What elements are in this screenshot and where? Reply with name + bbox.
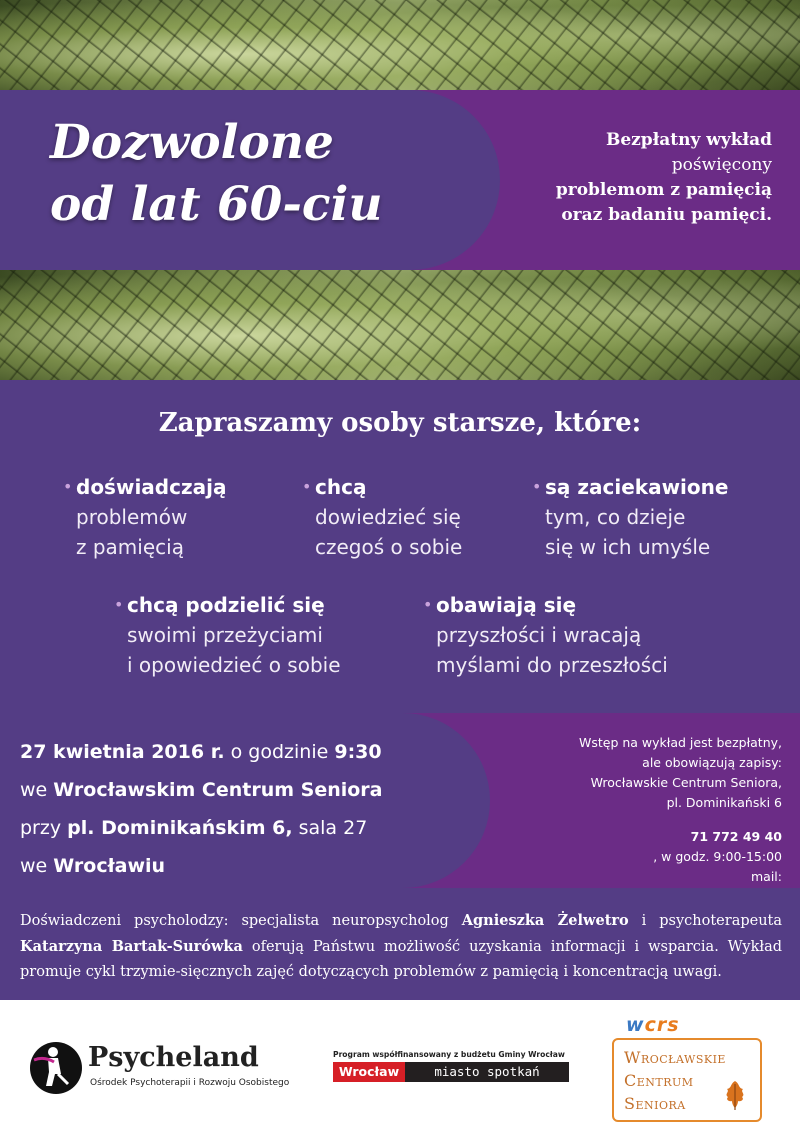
- wcrs-line: Seniora: [624, 1094, 686, 1113]
- event-at-hour: o godzinie: [230, 741, 329, 763]
- bullet-line: się w ich umyśle: [545, 535, 711, 559]
- lecture-info-line: oraz badaniu pamięci.: [561, 205, 772, 225]
- invite-bullet: [302, 472, 463, 562]
- leaf-photo-top: [0, 0, 800, 90]
- bullet-dot-icon: •: [302, 477, 312, 496]
- event-city-row: [20, 847, 480, 885]
- wcrs-line: Centrum: [624, 1071, 694, 1090]
- lecture-info: [492, 128, 772, 228]
- event-address-row: [20, 809, 480, 847]
- oak-leaf-icon: [718, 1078, 752, 1112]
- wcrs-line: Wrocławskie: [624, 1048, 726, 1067]
- invite-section: [0, 380, 800, 713]
- lecture-info-line: Bezpłatny wykład: [605, 130, 772, 150]
- event-at: przy: [20, 817, 62, 839]
- bullet-line: problemów: [76, 505, 188, 529]
- event-room: sala 27: [298, 817, 368, 839]
- bullet-line: tym, co dzieje: [545, 505, 686, 529]
- bullet-dot-icon: •: [63, 477, 73, 496]
- description-text: [20, 908, 782, 985]
- wcrs-logo: [612, 1014, 762, 1124]
- bullet-line: myślami do przeszłości: [436, 653, 668, 677]
- lecture-info-line: problemom z pamięcią: [555, 180, 772, 200]
- program-text: Program współfinansowany z budżetu Gminy Wrocław: [333, 1050, 565, 1059]
- bullet-heading: doświadczają: [76, 475, 227, 499]
- psycheland-figure-icon: [28, 1040, 84, 1096]
- invite-bullet: [423, 590, 668, 680]
- lecture-info-line: poświęcony: [671, 155, 772, 175]
- header-band: [0, 90, 800, 270]
- bullet-line: czegoś o sobie: [315, 535, 463, 559]
- invite-bullet: [532, 472, 729, 562]
- contact-phone-row: [482, 827, 782, 867]
- wroclaw-red-label: Wrocław: [333, 1062, 405, 1082]
- desc-name: Agnieszka Żelwetro: [461, 912, 629, 929]
- registration-info: [482, 733, 782, 907]
- psycheland-subtitle: Ośrodek Psychoterapii i Rozwoju Osobistego: [90, 1078, 290, 1088]
- event-time: 9:30: [334, 741, 382, 763]
- registration-line: pl. Dominikański 6: [666, 795, 782, 810]
- wcrs-mark-crs: crs: [644, 1014, 680, 1036]
- desc-name: Katarzyna Bartak-Surówka: [20, 938, 243, 955]
- contact-phone: 71 772 49 40: [690, 829, 782, 844]
- event-date: 27 kwietnia 2016 r.: [20, 741, 225, 763]
- event-we: we: [20, 779, 48, 801]
- bullet-dot-icon: •: [423, 595, 433, 614]
- event-city: Wrocławiu: [53, 855, 166, 877]
- spacer: [482, 813, 782, 827]
- bullet-heading: obawiają się: [436, 593, 577, 617]
- event-we: we: [20, 855, 48, 877]
- title-line-2: od lat 60-ciu: [50, 177, 383, 232]
- wcrs-mark-w: w: [626, 1014, 645, 1036]
- bullet-line: swoimi przeżyciami: [127, 623, 323, 647]
- event-address: pl. Dominikańskim 6,: [67, 817, 293, 839]
- event-venue-row: [20, 771, 480, 809]
- bullet-heading: są zaciekawione: [545, 475, 729, 499]
- desc-part: Doświadczeni psycholodzy: specjalista neuropsycholog: [20, 913, 462, 929]
- wroclaw-logo: [333, 1050, 569, 1084]
- desc-part: oferują Państwu możliwość uzyskania informacji i wsparcia. Wykład promuje cykl trzymie-sięcznych zajęć dotyczących problemów z pamięcią i koncentracją uwagi.: [20, 939, 783, 980]
- registration-line: ale obowiązują zapisy:: [642, 755, 782, 770]
- email-label: mail:: [751, 869, 782, 884]
- page-title: [50, 112, 470, 236]
- bullet-line: z pamięcią: [76, 535, 184, 559]
- psycheland-logo: [28, 1040, 308, 1100]
- event-section: [0, 713, 800, 888]
- registration-line: Wstęp na wykład jest bezpłatny,: [579, 735, 782, 750]
- contact-hours: , w godz. 9:00-15:00: [653, 849, 782, 864]
- bullet-dot-icon: •: [532, 477, 542, 496]
- registration-line: Wrocławskie Centrum Seniora,: [590, 775, 782, 790]
- bullet-heading: chcą: [315, 475, 367, 499]
- event-venue: Wrocławskim Centrum Seniora: [53, 779, 383, 801]
- invite-bullet: [114, 590, 341, 680]
- bullet-dot-icon: •: [114, 595, 124, 614]
- description-section: [0, 888, 800, 1000]
- title-line-1: Dozwolone: [50, 115, 334, 170]
- invite-bullet: [63, 472, 227, 562]
- bullet-line: dowiedzieć się: [315, 505, 461, 529]
- bullet-line: przyszłości i wracają: [436, 623, 642, 647]
- footer-logos: [0, 1000, 800, 1131]
- event-date-row: [20, 733, 480, 771]
- invite-heading: Zapraszamy osoby starsze, które:: [158, 408, 642, 438]
- psycheland-name: Psycheland: [88, 1042, 259, 1073]
- wcrs-box: [612, 1038, 762, 1122]
- bullet-heading: chcą podzielić się: [127, 593, 325, 617]
- desc-part: i psychoterapeuta: [628, 913, 783, 929]
- wroclaw-slogan: miasto spotkań: [405, 1062, 569, 1082]
- event-details: [20, 733, 480, 885]
- leaf-photo-middle: [0, 270, 800, 380]
- wcrs-mark: [626, 1014, 680, 1036]
- bullet-line: i opowiedzieć o sobie: [127, 653, 341, 677]
